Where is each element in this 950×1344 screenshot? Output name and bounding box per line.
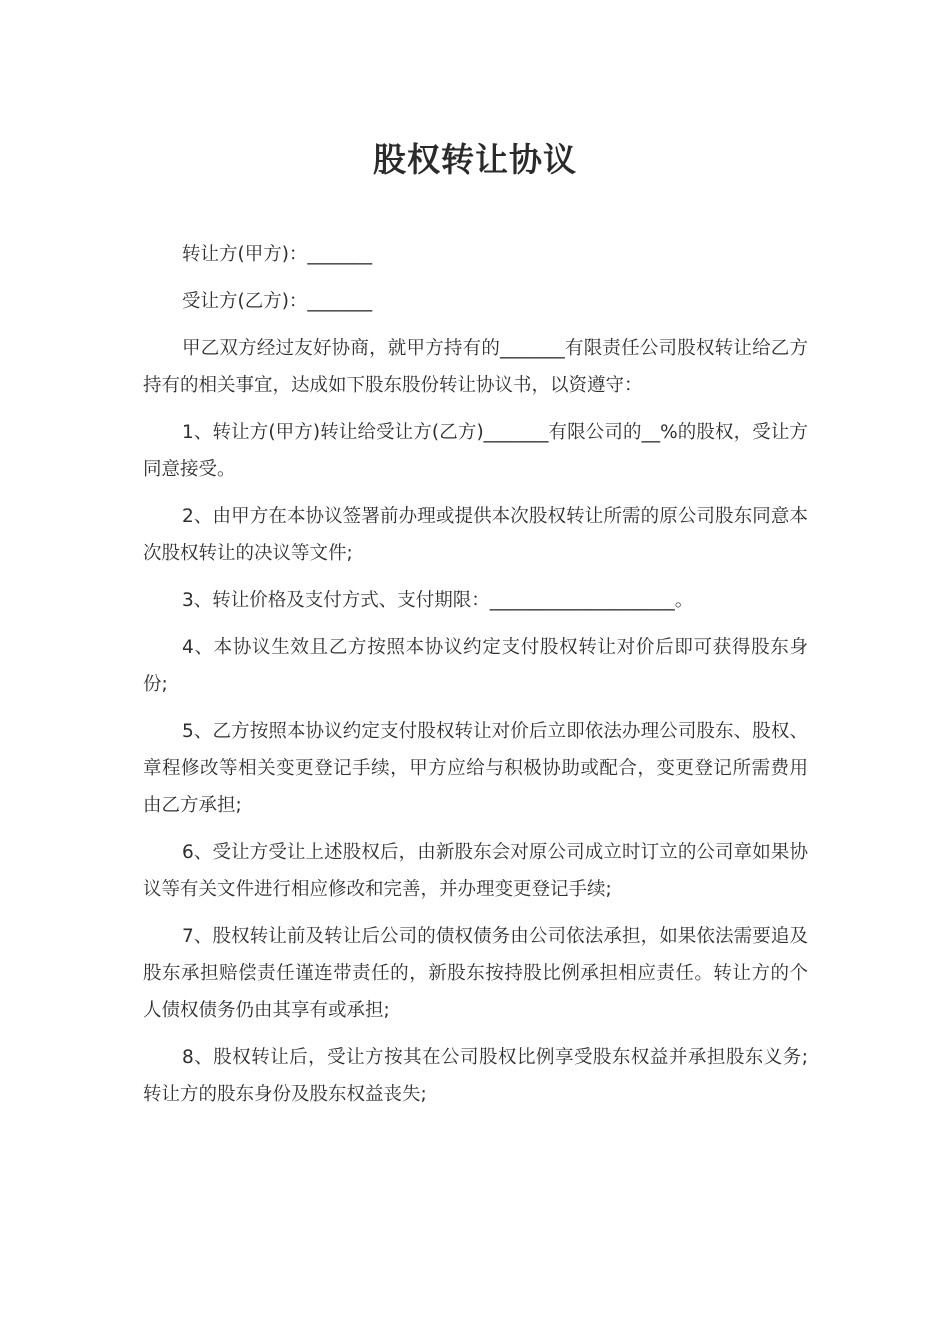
- clause-6: 6、受让方受让上述股权后，由新股东会对原公司成立时订立的公司章如果协议等有关文件进行相应修改和完善，并办理变更登记手续;: [143, 842, 808, 900]
- document-body: [143, 236, 808, 1123]
- clause-8: 8、股权转让后，受让方按其在公司股权比例享受股东权益并承担股东义务;转让方的股东身份及股东权益丧失;: [143, 1047, 808, 1105]
- clause-7: 7、股权转让前及转让后公司的债权债务由公司依法承担，如果依法需要追及股东承担赔偿责任谨连带责任的，新股东按持股比例承担相应责任。转让方的个人债权债务仍由其享有或承担;: [143, 926, 808, 1021]
- clause-2: 2、由甲方在本协议签署前办理或提供本次股权转让所需的原公司股东同意本次股权转让的决议等文件;: [143, 506, 808, 564]
- clause-1: 1、转让方(甲方)转让给受让方(乙方)_______有限公司的__%的股权，受让方同意接受。: [143, 422, 808, 480]
- transferor-line: 转让方(甲方)：_______: [182, 244, 373, 265]
- transferee-line: 受让方(乙方)：_______: [182, 291, 373, 312]
- clause-3: 3、转让价格及支付方式、支付期限：____________________。: [182, 590, 694, 611]
- clause-5: 5、乙方按照本协议约定支付股权转让对价后立即依法办理公司股东、股权、章程修改等相关变更登记手续，甲方应给与积极协助或配合，变更登记所需费用由乙方承担;: [143, 721, 808, 816]
- clause-4: 4、本协议生效且乙方按照本协议约定支付股权转让对价后即可获得股东身份;: [143, 637, 808, 695]
- preamble-paragraph: 甲乙双方经过友好协商，就甲方持有的_______有限责任公司股权转让给乙方持有的相关事宜，达成如下股东股份转让协议书，以资遵守：: [143, 338, 808, 396]
- page-title: 股权转让协议: [373, 140, 577, 179]
